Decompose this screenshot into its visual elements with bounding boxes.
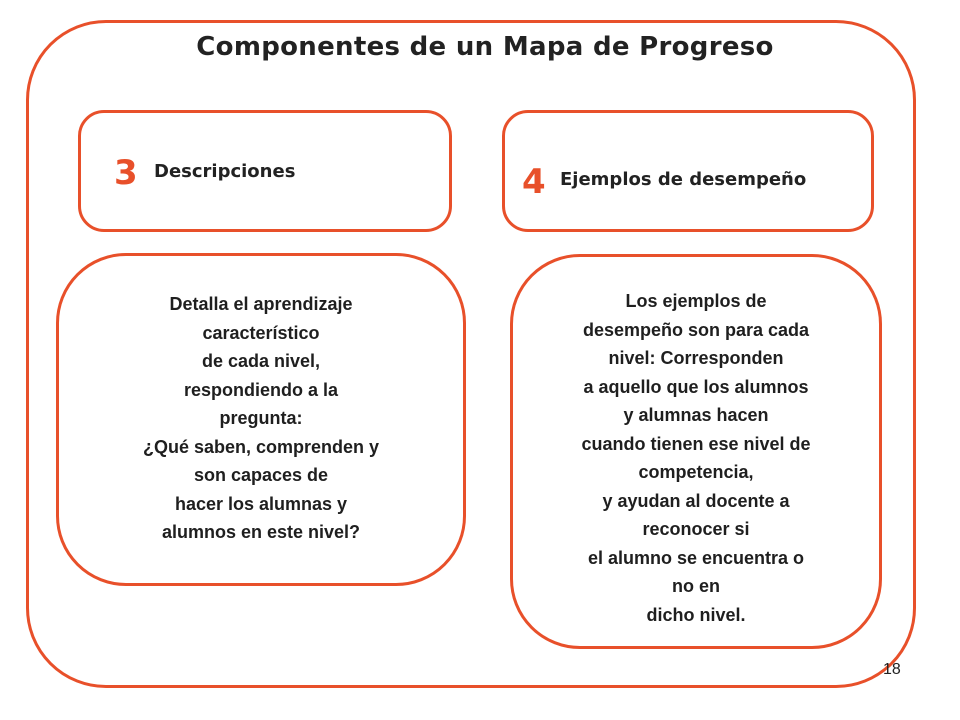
descriptions-label: Descripciones: [154, 161, 296, 182]
page-number: 18: [883, 661, 901, 678]
slide-title: Componentes de un Mapa de Progreso: [196, 32, 774, 62]
component-number-3: 3: [114, 153, 138, 193]
component-number-4: 4: [522, 162, 546, 202]
performance-examples-label: Ejemplos de desempeño: [560, 169, 807, 190]
descriptions-body-box: [56, 253, 466, 586]
performance-examples-text: Los ejemplos de desempeño son para cada nivel: Corresponden a aquello que los alumnos y alumnas hacen cuando tienen ese nivel de competencia, y ayudan al docente a reconocer si el alumno se encuentra o no en dicho nivel.: [581, 291, 811, 625]
performance-examples-header-box: [502, 110, 874, 232]
performance-examples-body-box: [510, 254, 882, 649]
descriptions-header-box: [78, 110, 452, 232]
descriptions-text: Detalla el aprendizaje característico de cada nivel, respondiendo a la pregunta: ¿Qué saben, comprenden y son capaces de hacer los alumnas y alumnos en este nivel?: [142, 294, 380, 542]
